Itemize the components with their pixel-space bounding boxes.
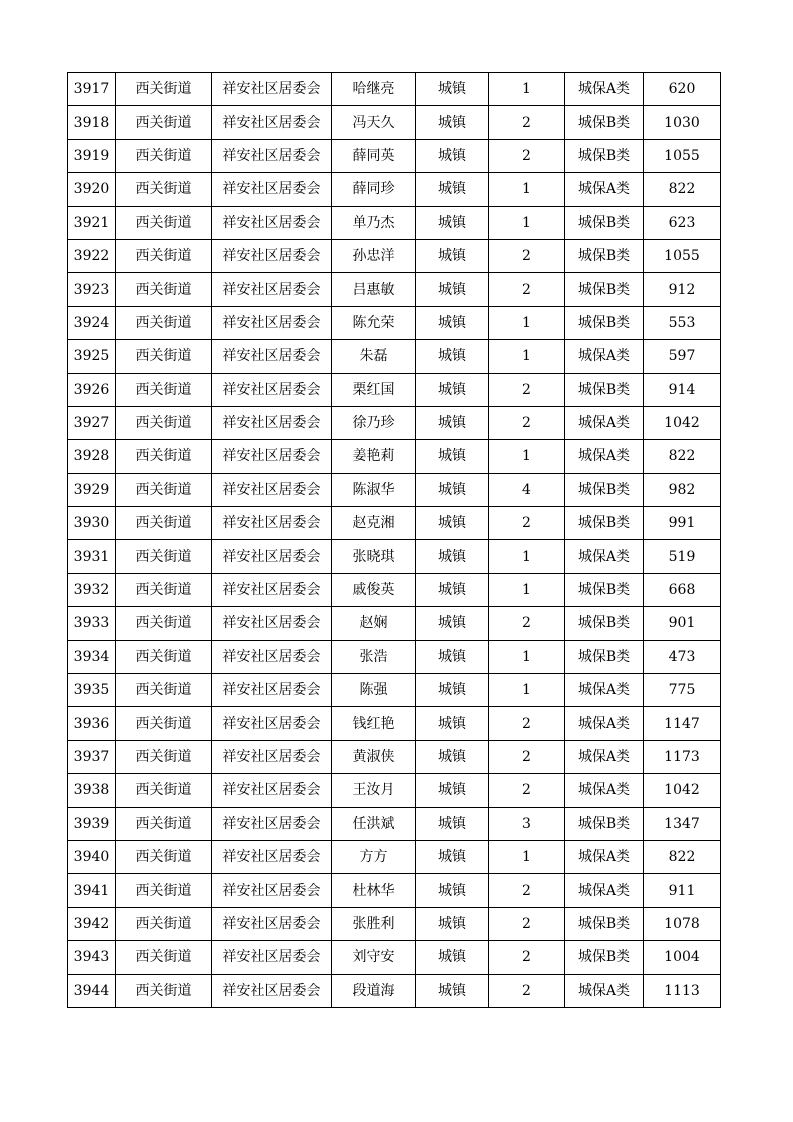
cell-street: 西关街道: [116, 373, 212, 406]
cell-category: 城保A类: [565, 740, 644, 773]
cell-street: 西关街道: [116, 607, 212, 640]
cell-community: 祥安社区居委会: [212, 440, 332, 473]
cell-amount: 1042: [644, 774, 721, 807]
cell-category: 城保B类: [565, 507, 644, 540]
cell-id: 3920: [68, 173, 116, 206]
cell-community: 祥安社区居委会: [212, 73, 332, 106]
cell-category: 城保B类: [565, 640, 644, 673]
cell-street: 西关街道: [116, 674, 212, 707]
table-row: [68, 640, 721, 673]
cell-name: 朱磊: [332, 340, 416, 373]
cell-category: 城保A类: [565, 774, 644, 807]
cell-community: 祥安社区居委会: [212, 807, 332, 840]
cell-name: 杜林华: [332, 874, 416, 907]
cell-amount: 1042: [644, 406, 721, 439]
cell-amount: 1030: [644, 106, 721, 139]
cell-name: 陈淑华: [332, 473, 416, 506]
cell-count: 1: [489, 640, 565, 673]
table-row: [68, 974, 721, 1007]
table-body: [68, 73, 721, 1008]
cell-street: 西关街道: [116, 874, 212, 907]
cell-area: 城镇: [416, 273, 489, 306]
cell-area: 城镇: [416, 740, 489, 773]
cell-id: 3936: [68, 707, 116, 740]
cell-category: 城保B类: [565, 573, 644, 606]
cell-category: 城保A类: [565, 173, 644, 206]
cell-amount: 775: [644, 674, 721, 707]
cell-category: 城保B类: [565, 273, 644, 306]
cell-street: 西关街道: [116, 73, 212, 106]
cell-name: 姜艳莉: [332, 440, 416, 473]
cell-name: 任洪斌: [332, 807, 416, 840]
cell-category: 城保B类: [565, 106, 644, 139]
cell-amount: 1055: [644, 139, 721, 172]
cell-category: 城保A类: [565, 707, 644, 740]
table-row: [68, 440, 721, 473]
cell-count: 2: [489, 607, 565, 640]
cell-amount: 1078: [644, 907, 721, 940]
cell-category: 城保A类: [565, 340, 644, 373]
cell-name: 张胜利: [332, 907, 416, 940]
cell-count: 2: [489, 239, 565, 272]
cell-id: 3929: [68, 473, 116, 506]
cell-id: 3939: [68, 807, 116, 840]
records-table: [67, 72, 721, 1008]
cell-amount: 668: [644, 573, 721, 606]
cell-category: 城保A类: [565, 874, 644, 907]
cell-area: 城镇: [416, 774, 489, 807]
cell-amount: 1147: [644, 707, 721, 740]
cell-name: 赵娴: [332, 607, 416, 640]
cell-community: 祥安社区居委会: [212, 740, 332, 773]
cell-community: 祥安社区居委会: [212, 941, 332, 974]
cell-amount: 1113: [644, 974, 721, 1007]
table-row: [68, 173, 721, 206]
cell-area: 城镇: [416, 807, 489, 840]
cell-amount: 822: [644, 840, 721, 873]
cell-id: 3918: [68, 106, 116, 139]
cell-street: 西关街道: [116, 540, 212, 573]
cell-area: 城镇: [416, 139, 489, 172]
cell-community: 祥安社区居委会: [212, 340, 332, 373]
cell-area: 城镇: [416, 974, 489, 1007]
cell-name: 孙忠洋: [332, 239, 416, 272]
cell-count: 2: [489, 774, 565, 807]
cell-id: 3922: [68, 239, 116, 272]
cell-name: 刘守安: [332, 941, 416, 974]
cell-community: 祥安社区居委会: [212, 239, 332, 272]
cell-name: 冯天久: [332, 106, 416, 139]
cell-community: 祥安社区居委会: [212, 273, 332, 306]
cell-area: 城镇: [416, 73, 489, 106]
cell-id: 3925: [68, 340, 116, 373]
cell-area: 城镇: [416, 440, 489, 473]
cell-count: 2: [489, 106, 565, 139]
table-row: [68, 239, 721, 272]
cell-amount: 1347: [644, 807, 721, 840]
cell-street: 西关街道: [116, 807, 212, 840]
cell-count: 2: [489, 707, 565, 740]
cell-street: 西关街道: [116, 640, 212, 673]
cell-id: 3937: [68, 740, 116, 773]
cell-name: 黄淑侠: [332, 740, 416, 773]
cell-amount: 822: [644, 440, 721, 473]
cell-community: 祥安社区居委会: [212, 173, 332, 206]
table-row: [68, 707, 721, 740]
cell-amount: 1004: [644, 941, 721, 974]
table-row: [68, 273, 721, 306]
cell-community: 祥安社区居委会: [212, 573, 332, 606]
table-row: [68, 874, 721, 907]
cell-area: 城镇: [416, 173, 489, 206]
cell-area: 城镇: [416, 473, 489, 506]
cell-category: 城保B类: [565, 306, 644, 339]
cell-amount: 519: [644, 540, 721, 573]
cell-id: 3931: [68, 540, 116, 573]
table-row: [68, 740, 721, 773]
cell-street: 西关街道: [116, 106, 212, 139]
cell-category: 城保B类: [565, 941, 644, 974]
table-row: [68, 573, 721, 606]
cell-amount: 1173: [644, 740, 721, 773]
cell-community: 祥安社区居委会: [212, 674, 332, 707]
cell-id: 3935: [68, 674, 116, 707]
table-row: [68, 340, 721, 373]
cell-category: 城保B类: [565, 373, 644, 406]
cell-street: 西关街道: [116, 340, 212, 373]
cell-area: 城镇: [416, 507, 489, 540]
cell-community: 祥安社区居委会: [212, 540, 332, 573]
cell-area: 城镇: [416, 707, 489, 740]
cell-area: 城镇: [416, 640, 489, 673]
cell-community: 祥安社区居委会: [212, 206, 332, 239]
cell-street: 西关街道: [116, 507, 212, 540]
cell-id: 3938: [68, 774, 116, 807]
cell-amount: 901: [644, 607, 721, 640]
table-row: [68, 674, 721, 707]
cell-count: 1: [489, 540, 565, 573]
cell-name: 戚俊英: [332, 573, 416, 606]
cell-count: 1: [489, 440, 565, 473]
cell-count: 3: [489, 807, 565, 840]
cell-category: 城保A类: [565, 540, 644, 573]
table-row: [68, 607, 721, 640]
cell-area: 城镇: [416, 239, 489, 272]
cell-category: 城保A类: [565, 440, 644, 473]
cell-amount: 991: [644, 507, 721, 540]
cell-street: 西关街道: [116, 273, 212, 306]
cell-count: 1: [489, 173, 565, 206]
cell-category: 城保B类: [565, 807, 644, 840]
cell-name: 栗红国: [332, 373, 416, 406]
table-row: [68, 406, 721, 439]
cell-name: 徐乃珍: [332, 406, 416, 439]
cell-count: 2: [489, 874, 565, 907]
cell-street: 西关街道: [116, 473, 212, 506]
table-row: [68, 73, 721, 106]
cell-category: 城保A类: [565, 73, 644, 106]
cell-id: 3932: [68, 573, 116, 606]
cell-street: 西关街道: [116, 907, 212, 940]
cell-street: 西关街道: [116, 206, 212, 239]
cell-count: 4: [489, 473, 565, 506]
cell-count: 2: [489, 139, 565, 172]
cell-community: 祥安社区居委会: [212, 774, 332, 807]
table-row: [68, 941, 721, 974]
cell-community: 祥安社区居委会: [212, 640, 332, 673]
cell-id: 3928: [68, 440, 116, 473]
cell-id: 3919: [68, 139, 116, 172]
cell-area: 城镇: [416, 941, 489, 974]
cell-id: 3924: [68, 306, 116, 339]
cell-name: 张浩: [332, 640, 416, 673]
cell-area: 城镇: [416, 206, 489, 239]
cell-name: 赵克湘: [332, 507, 416, 540]
cell-id: 3917: [68, 73, 116, 106]
cell-count: 1: [489, 73, 565, 106]
cell-id: 3926: [68, 373, 116, 406]
table-row: [68, 139, 721, 172]
cell-category: 城保B类: [565, 206, 644, 239]
table-row: [68, 206, 721, 239]
table-row: [68, 106, 721, 139]
cell-community: 祥安社区居委会: [212, 139, 332, 172]
cell-name: 单乃杰: [332, 206, 416, 239]
cell-street: 西关街道: [116, 440, 212, 473]
cell-area: 城镇: [416, 406, 489, 439]
cell-street: 西关街道: [116, 406, 212, 439]
cell-community: 祥安社区居委会: [212, 974, 332, 1007]
cell-area: 城镇: [416, 340, 489, 373]
cell-name: 薛同英: [332, 139, 416, 172]
cell-count: 1: [489, 206, 565, 239]
cell-street: 西关街道: [116, 573, 212, 606]
cell-count: 2: [489, 406, 565, 439]
cell-amount: 623: [644, 206, 721, 239]
cell-street: 西关街道: [116, 306, 212, 339]
cell-count: 2: [489, 907, 565, 940]
cell-community: 祥安社区居委会: [212, 840, 332, 873]
cell-name: 王汝月: [332, 774, 416, 807]
table-row: [68, 540, 721, 573]
cell-street: 西关街道: [116, 173, 212, 206]
cell-category: 城保B类: [565, 907, 644, 940]
cell-category: 城保A类: [565, 674, 644, 707]
cell-amount: 982: [644, 473, 721, 506]
cell-category: 城保A类: [565, 974, 644, 1007]
cell-id: 3930: [68, 507, 116, 540]
cell-name: 方方: [332, 840, 416, 873]
cell-category: 城保B类: [565, 473, 644, 506]
cell-count: 2: [489, 507, 565, 540]
cell-category: 城保A类: [565, 840, 644, 873]
cell-count: 1: [489, 840, 565, 873]
cell-amount: 912: [644, 273, 721, 306]
cell-area: 城镇: [416, 674, 489, 707]
cell-id: 3943: [68, 941, 116, 974]
cell-amount: 553: [644, 306, 721, 339]
cell-street: 西关街道: [116, 139, 212, 172]
cell-area: 城镇: [416, 540, 489, 573]
cell-amount: 473: [644, 640, 721, 673]
cell-name: 张晓琪: [332, 540, 416, 573]
cell-amount: 620: [644, 73, 721, 106]
cell-area: 城镇: [416, 840, 489, 873]
table-row: [68, 774, 721, 807]
cell-area: 城镇: [416, 106, 489, 139]
cell-count: 2: [489, 974, 565, 1007]
cell-category: 城保A类: [565, 406, 644, 439]
cell-name: 陈强: [332, 674, 416, 707]
cell-name: 哈继亮: [332, 73, 416, 106]
cell-name: 吕惠敏: [332, 273, 416, 306]
table-row: [68, 473, 721, 506]
cell-amount: 597: [644, 340, 721, 373]
table-row: [68, 807, 721, 840]
cell-id: 3940: [68, 840, 116, 873]
cell-id: 3944: [68, 974, 116, 1007]
cell-name: 陈允荣: [332, 306, 416, 339]
cell-count: 2: [489, 373, 565, 406]
cell-category: 城保B类: [565, 139, 644, 172]
table-row: [68, 840, 721, 873]
cell-count: 2: [489, 740, 565, 773]
cell-area: 城镇: [416, 907, 489, 940]
cell-street: 西关街道: [116, 774, 212, 807]
cell-street: 西关街道: [116, 707, 212, 740]
cell-category: 城保B类: [565, 607, 644, 640]
cell-count: 1: [489, 674, 565, 707]
cell-community: 祥安社区居委会: [212, 406, 332, 439]
cell-community: 祥安社区居委会: [212, 507, 332, 540]
cell-count: 2: [489, 273, 565, 306]
cell-id: 3923: [68, 273, 116, 306]
table-row: [68, 306, 721, 339]
cell-count: 1: [489, 340, 565, 373]
cell-community: 祥安社区居委会: [212, 707, 332, 740]
cell-count: 1: [489, 573, 565, 606]
cell-amount: 822: [644, 173, 721, 206]
cell-community: 祥安社区居委会: [212, 874, 332, 907]
cell-name: 钱红艳: [332, 707, 416, 740]
cell-street: 西关街道: [116, 740, 212, 773]
cell-name: 段道海: [332, 974, 416, 1007]
cell-id: 3941: [68, 874, 116, 907]
cell-area: 城镇: [416, 306, 489, 339]
cell-street: 西关街道: [116, 239, 212, 272]
cell-count: 2: [489, 941, 565, 974]
cell-id: 3921: [68, 206, 116, 239]
table-row: [68, 907, 721, 940]
cell-id: 3942: [68, 907, 116, 940]
cell-area: 城镇: [416, 607, 489, 640]
cell-community: 祥安社区居委会: [212, 373, 332, 406]
cell-community: 祥安社区居委会: [212, 306, 332, 339]
cell-amount: 914: [644, 373, 721, 406]
cell-count: 1: [489, 306, 565, 339]
cell-amount: 1055: [644, 239, 721, 272]
cell-name: 薛同珍: [332, 173, 416, 206]
cell-community: 祥安社区居委会: [212, 473, 332, 506]
cell-id: 3933: [68, 607, 116, 640]
cell-community: 祥安社区居委会: [212, 907, 332, 940]
cell-amount: 911: [644, 874, 721, 907]
cell-area: 城镇: [416, 573, 489, 606]
cell-community: 祥安社区居委会: [212, 106, 332, 139]
cell-area: 城镇: [416, 874, 489, 907]
cell-street: 西关街道: [116, 941, 212, 974]
cell-id: 3934: [68, 640, 116, 673]
table-row: [68, 373, 721, 406]
cell-area: 城镇: [416, 373, 489, 406]
cell-street: 西关街道: [116, 974, 212, 1007]
cell-category: 城保B类: [565, 239, 644, 272]
cell-community: 祥安社区居委会: [212, 607, 332, 640]
table-row: [68, 507, 721, 540]
cell-street: 西关街道: [116, 840, 212, 873]
cell-id: 3927: [68, 406, 116, 439]
